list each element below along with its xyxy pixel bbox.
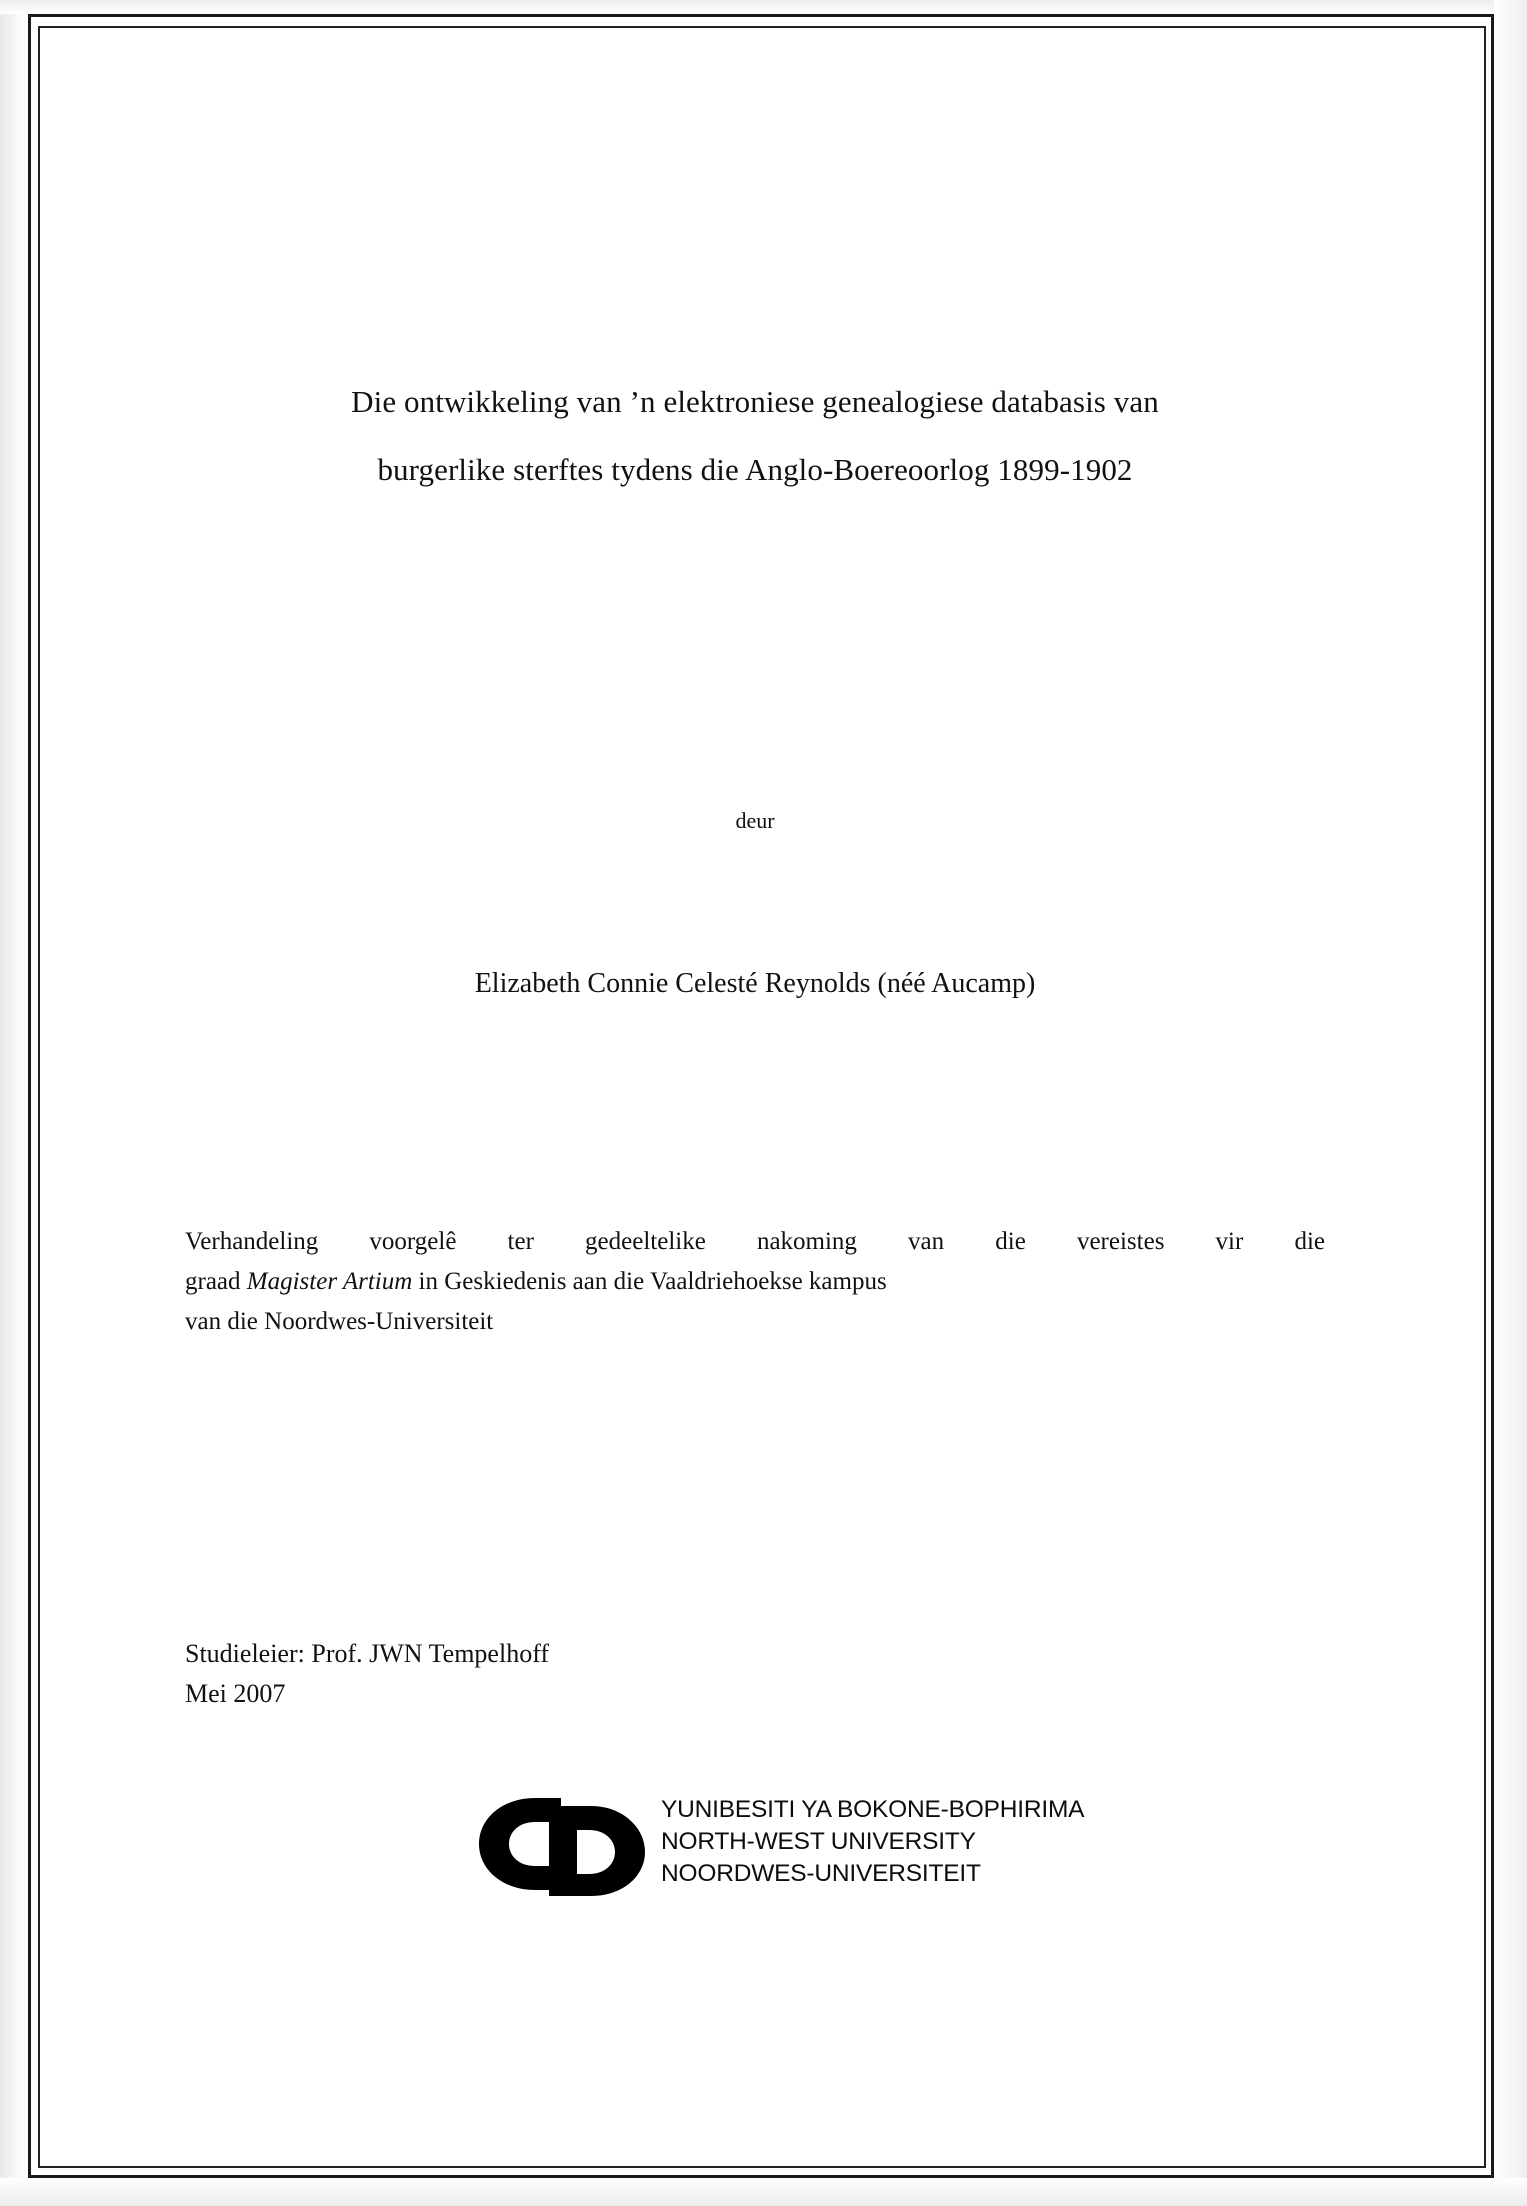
supervisor-block bbox=[185, 1634, 1325, 1714]
degree-statement-line-2 bbox=[185, 1262, 1325, 1302]
degree-statement bbox=[185, 1222, 1325, 1342]
degree-statement-line-2-suffix: in Geskiedenis aan die Vaaldriehoekse kampus bbox=[412, 1268, 887, 1295]
degree-statement-line-2-prefix: graad bbox=[185, 1268, 247, 1295]
scan-edge-right bbox=[1494, 0, 1527, 2206]
date-line: Mei 2007 bbox=[185, 1679, 286, 1708]
author-name: Elizabeth Connie Celesté Reynolds (néé Aucamp) bbox=[474, 968, 1036, 999]
degree-statement-line-3: van die Noordwes-Universiteit bbox=[185, 1308, 494, 1335]
title-line-2: burgerlike sterftes tydens die Anglo-Boereoorlog 1899-1902 bbox=[377, 452, 1133, 487]
logo-text-line-1: YUNIBESITI YA BOKONE-BOPHIRIMA bbox=[661, 1796, 1085, 1823]
title-page-content bbox=[185, 0, 1325, 2206]
page-title bbox=[185, 368, 1325, 504]
degree-statement-line-1: Verhandeling voorgelê ter gedeeltelike nakoming van die vereistes vir die bbox=[185, 1228, 1325, 1255]
scan-edge-left bbox=[0, 0, 28, 2206]
university-logo bbox=[465, 1790, 1105, 1910]
logo-text-line-2: NORTH-WEST UNIVERSITY bbox=[661, 1828, 976, 1855]
supervisor-line: Studieleier: Prof. JWN Tempelhoff bbox=[185, 1639, 550, 1668]
title-line-1: Die ontwikkeling van ’n elektroniese genealogiese databasis van bbox=[351, 384, 1159, 419]
degree-name-italic: Magister Artium bbox=[246, 1268, 413, 1295]
by-label: deur bbox=[735, 808, 775, 833]
university-logo-text bbox=[661, 1794, 1084, 1890]
nwu-logo-icon bbox=[465, 1792, 655, 1896]
logo-text-line-3: NOORDWES-UNIVERSITEIT bbox=[661, 1860, 981, 1887]
